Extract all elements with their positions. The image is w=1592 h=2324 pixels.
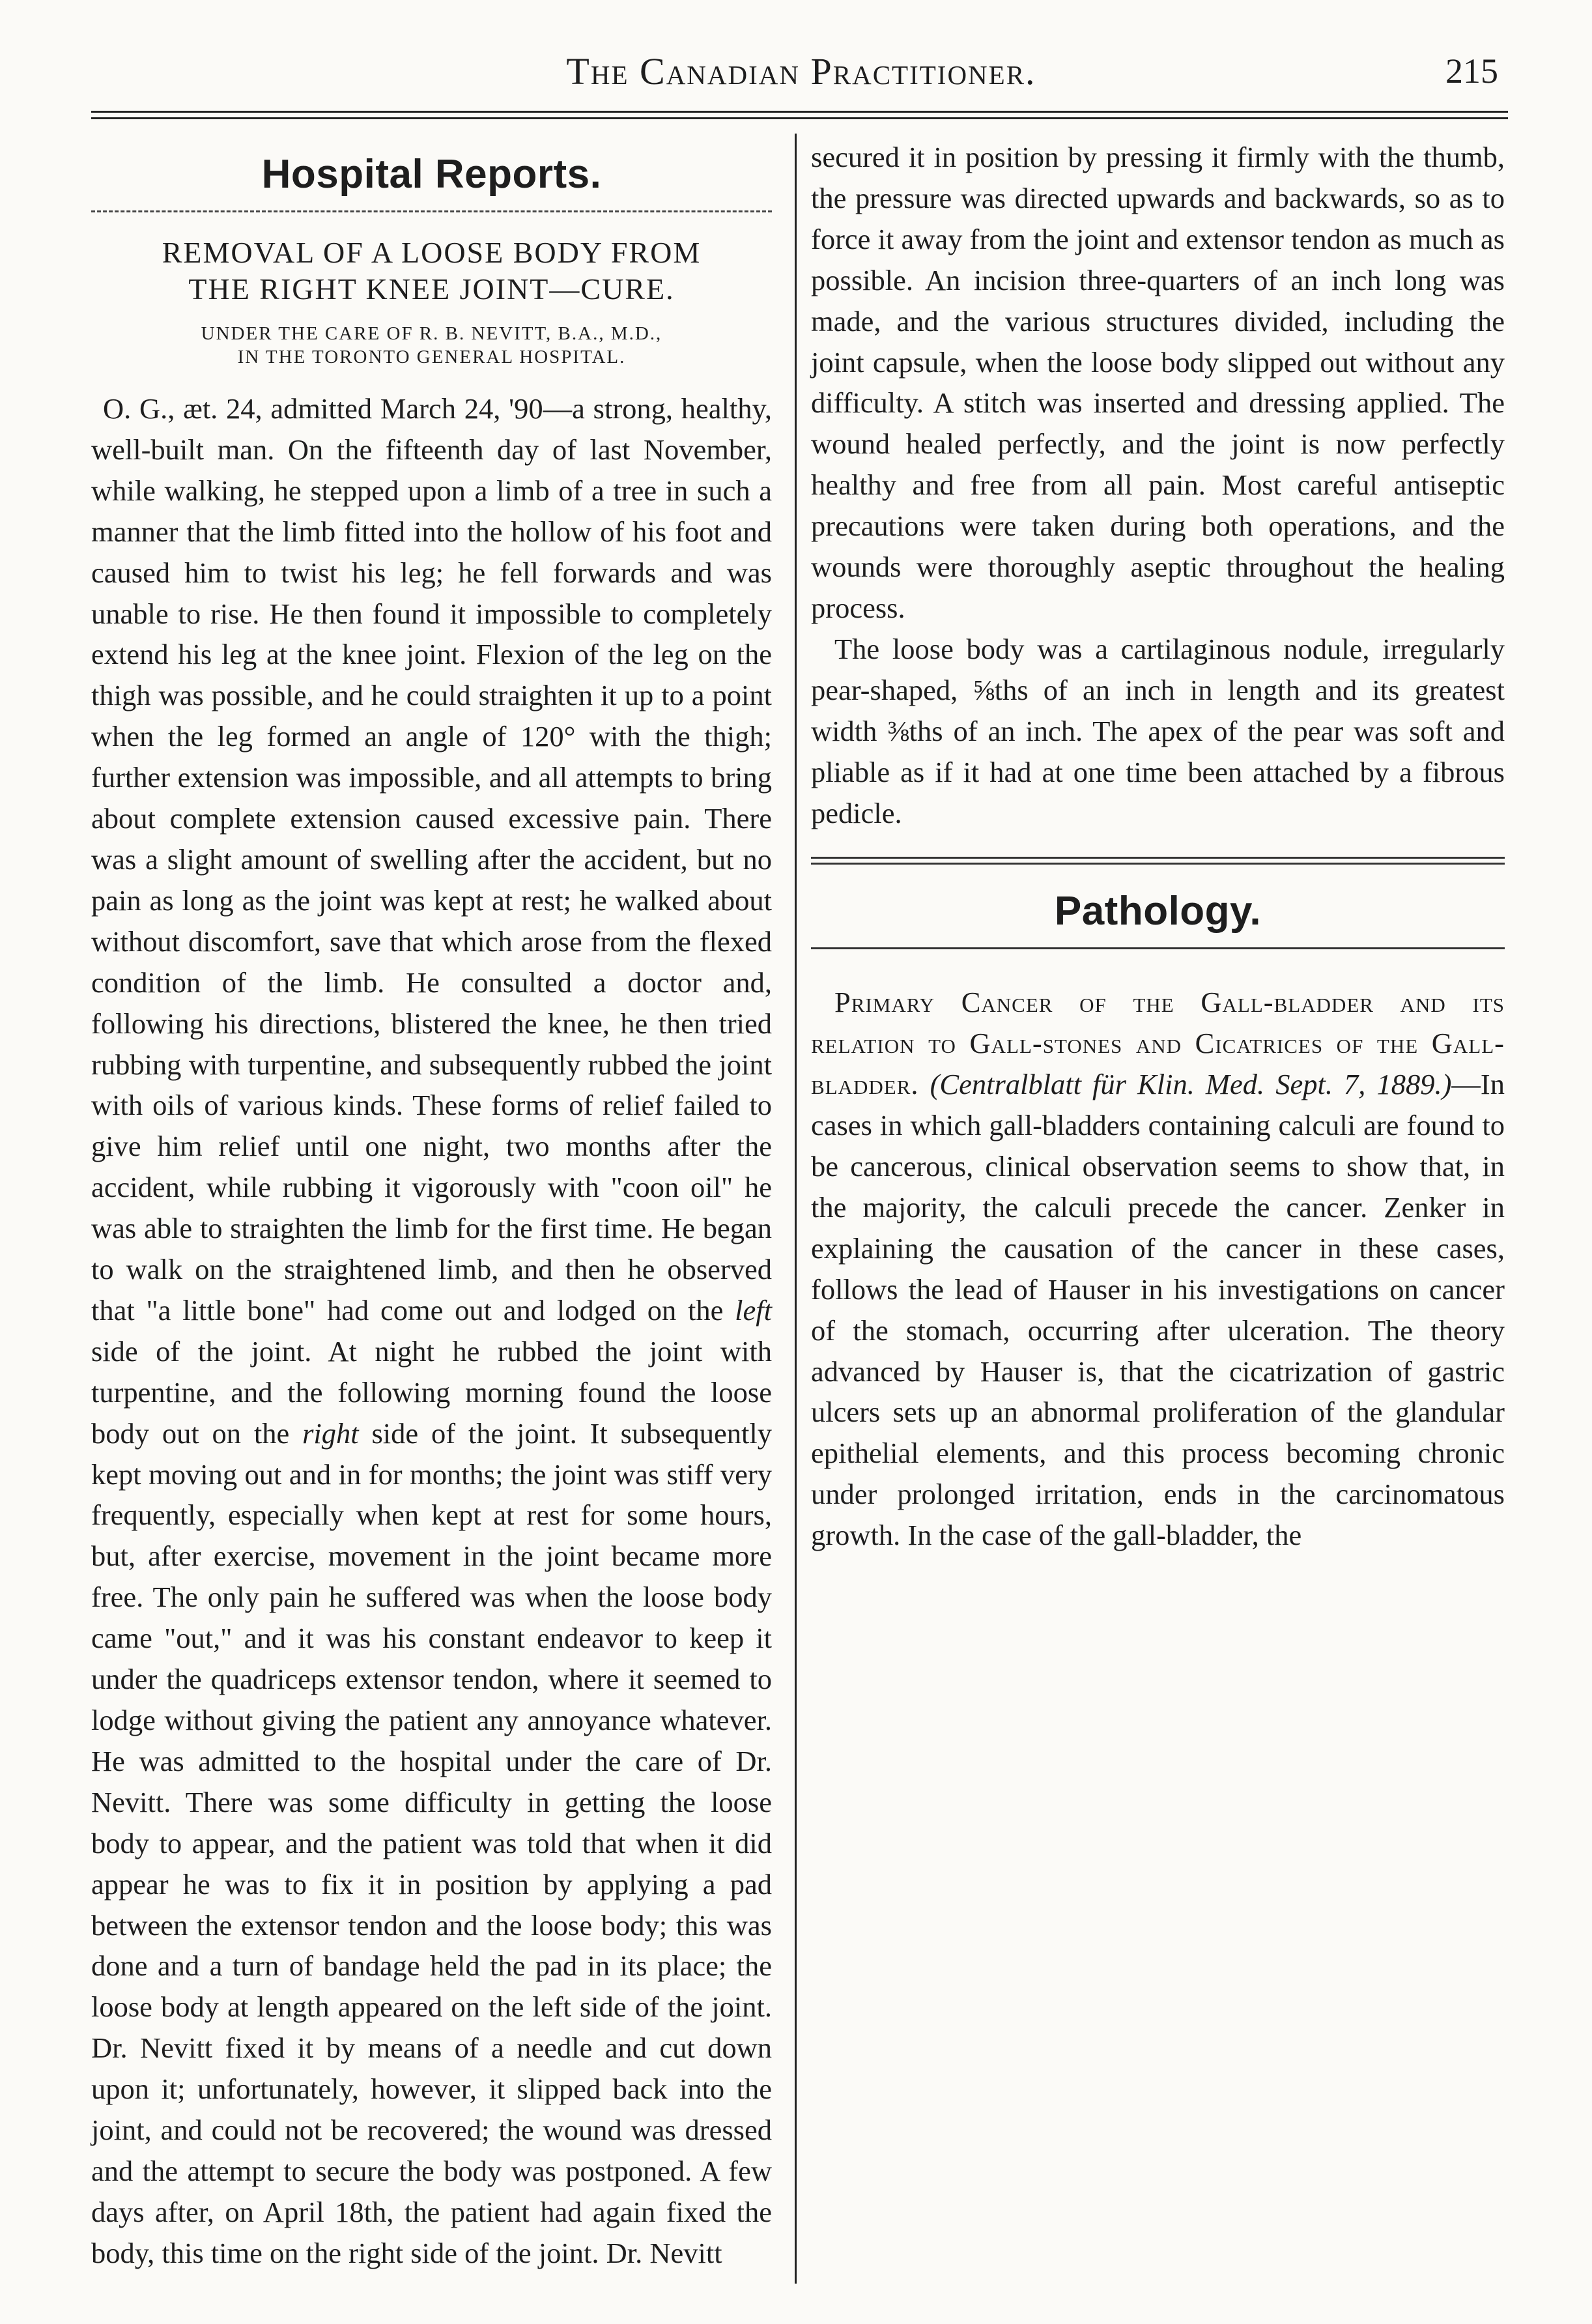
section-title-hospital-reports: Hospital Reports. [261, 152, 602, 197]
page-number: 215 [1445, 51, 1498, 91]
loose-body-description: The loose body was a cartilaginous nodule, irregularly pear-shaped, ⅝ths of an inch in length and its greatest width ⅜ths of an inch. The apex of the pear was soft and pliable as if it had at one time been attached by a fibrous pedicle. [811, 632, 1505, 829]
case-report-text: O. G., æt. 24, admitted March 24, '90—a strong, healthy, well-built man. On the fifteenth day of last November, while walking, he stepped upon a limb of a tree in such a manner that the limb fitted into the hollow of his foot and caused him to twist his leg; he fell forwards and was unable to rise. He then found it impossible to completely extend his leg at the knee joint. Flexion of the leg on the thigh was possible, and he could straighten it up to a point when the leg formed an angle of 120° with the thigh; further extension was impossible, and all attempts to bring about complete extension caused excessive pain. There was a slight amount of swelling after the accident, but no pain as long as the joint was kept at rest; he walked about without discomfort, save that which arose from the flexed condition of the limb. He consulted a doctor and, following his directions, blistered the knee, he then tried rubbing with turpentine, and subsequently rubbed the joint with oils of various kinds. These forms of relief failed to give him relief until one night, two months after the accident, while rubbing it vigorously with "coon oil" he was able to straighten the limb for the first time. He began to walk on the straightened limb, and then he observed that "a little bone" had come out and lodged on the [91, 392, 772, 1327]
italic-word-right: right [302, 1416, 359, 1450]
pathology-citation: (Centralblatt für Klin. Med. Sept. 7, 1889.) [930, 1068, 1452, 1101]
right-column [811, 137, 1505, 1556]
case-report-text: secured it in position by pressing it firmly with the thumb, the pressure was directed upwards and backwards, so as to force it away from the joint and extensor tendon as much as possible. An incision three-quarters of an inch long was made, and the various structures divided, including the joint capsule, when the loose body slipped out without any difficulty. A stitch was inserted and dressing applied. The wound healed perfectly, and the joint is now perfectly healthy and free from all pain. Most careful antiseptic precautions were taken during both operations, and the wounds were thoroughly aseptic throughout the healing process. [811, 141, 1505, 624]
article-title-line: THE RIGHT KNEE JOINT—CURE. [188, 272, 675, 306]
section-title-pathology: Pathology. [1054, 889, 1262, 934]
case-report-text: side of the joint. It subsequently kept moving out and in for months; the joint was stiff very frequently, especially when kept at rest for some hours, but, after exercise, movement in the joint became more free. The only pain he suffered was when the loose body came "out," and it was his constant endeavor to keep it under the quadriceps extensor tendon, where it seemed to lodge without giving the patient any annoyance whatever. He was admitted to the hospital under the care of Dr. Nevitt. There was some difficulty in getting the loose body to appear, and the patient was told that when it did appear he was to fix it in position by applying a pad between the extensor tendon and the loose body; this was done and a turn of bandage held the pad in its place; the loose body at length appeared on the left side of the joint. Dr. Nevitt fixed it by means of a needle and cut down upon it; unfortunately, however, it slipped back into the joint, and could not be recovered; the wound was dressed and the attempt to secure the body was postponed. A few days after, on April 18th, the patient had again fixed the body, this time on the right side of the joint. Dr. Nevitt [91, 1416, 772, 2269]
article-title [91, 235, 772, 308]
byline-line: IN THE TORONTO GENERAL HOSPITAL. [237, 347, 626, 367]
running-head [91, 46, 1511, 98]
section-rule [811, 947, 1505, 949]
pathology-paragraph [811, 982, 1505, 1556]
header-rule-bottom [91, 117, 1508, 119]
case-report-continued [811, 137, 1505, 629]
pathology-body: —In cases in which gall-bladders containing calculi are found to be cancerous, clinical observation seems to show that, in the majority, the calculi precede the cancer. Zenker in explaining the causation of the cancer in these cases, follows the lead of Hauser in his investigations on cancer of the stomach, occurring after ulceration. The theory advanced by Hauser is, that the cicatrization of gastric ulcers sets up an abnormal proliferation of the glandular epithelial elements, and this process becoming chronic under prolonged irritation, ends in the carcinomatous growth. In the case of the gall-bladder, the [811, 1068, 1505, 1552]
section-separator-rule [811, 857, 1505, 865]
article-byline [91, 322, 772, 369]
italic-word-left: left [735, 1293, 772, 1327]
left-column [91, 137, 772, 2274]
byline-line: UNDER THE CARE OF R. B. NEVITT, B.A., M.D., [201, 323, 662, 344]
section-rule [91, 210, 772, 212]
article-title-line: REMOVAL OF A LOOSE BODY FROM [162, 236, 702, 269]
case-report-paragraph [91, 388, 772, 2274]
pathology-heading: Primary Cancer of the Gall-bladder and its relation to Gall-stones and Cicatrices of the Gall-bladder. [811, 986, 1505, 1101]
journal-title: The Canadian Practitioner. [566, 50, 1036, 93]
case-report-text: side of the joint. At night he rubbed the joint with turpentine, and the following morning found the loose body out on the [91, 1334, 772, 1450]
header-rule-top [91, 111, 1508, 113]
column-divider [795, 134, 797, 2284]
